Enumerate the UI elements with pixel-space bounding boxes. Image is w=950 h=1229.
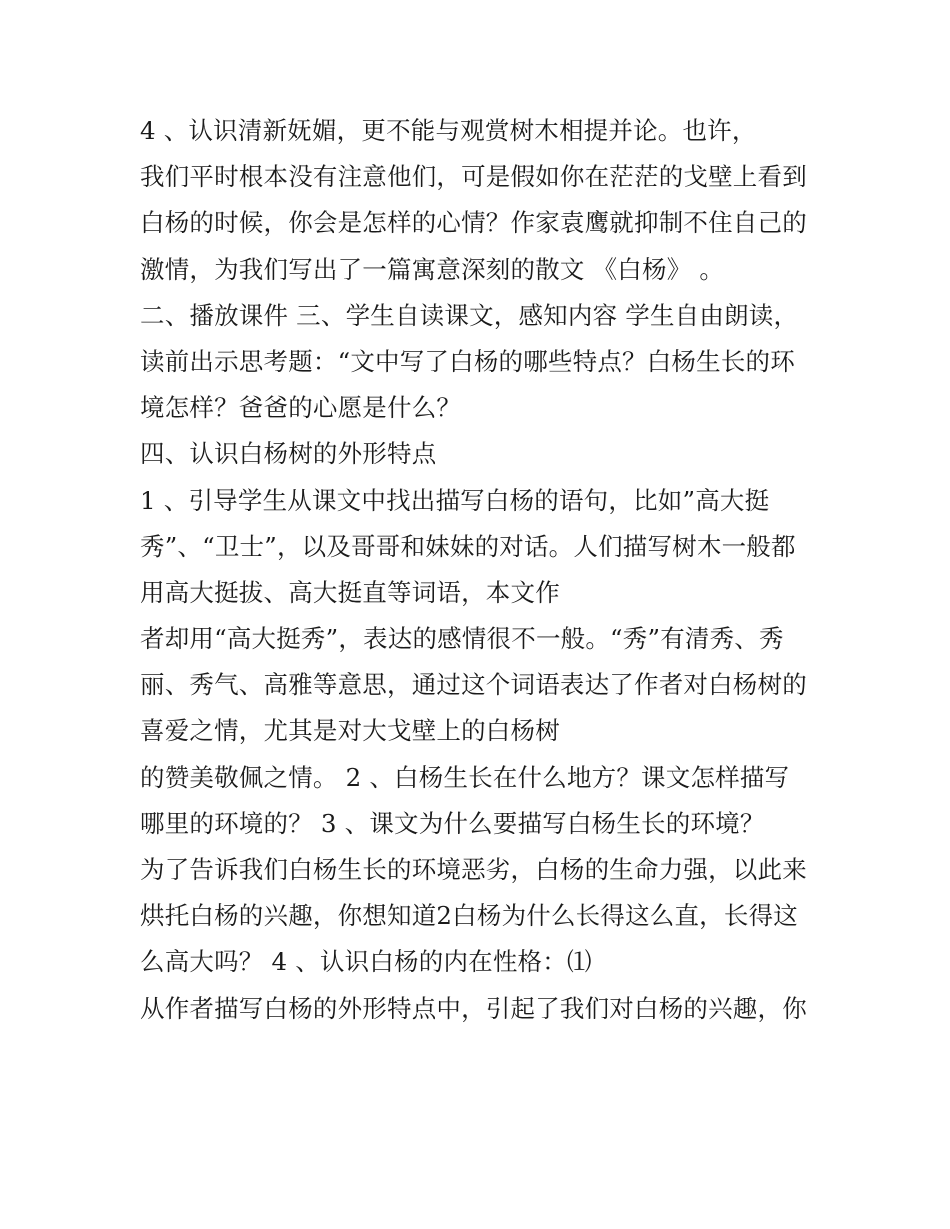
text-line: 的赞美敬佩之情。 2 、白杨生长在什么地方？课文怎样描写 xyxy=(140,762,790,792)
text-line: 哪里的环境的？ 3 、课文为什么要描写白杨生长的环境？ xyxy=(140,808,765,838)
text-line: 用高大挺拔、高大挺直等词语，本文作 xyxy=(140,577,560,607)
text-line: 1 、引导学生从课文中找出描写白杨的语句，比如”高大挺 xyxy=(140,485,770,515)
text-line: 么高大吗？ 4 、认识白杨的内在性格：⑴ xyxy=(140,947,592,977)
text-line: 烘托白杨的兴趣，你想知道2白杨为什么长得这么直，长得这 xyxy=(140,901,798,931)
text-line: 丽、秀气、高雅等意思，通过这个词语表达了作者对白杨树的 xyxy=(140,670,807,700)
body-text xyxy=(140,108,820,1032)
text-line: 为了告诉我们白杨生长的环境恶劣，白杨的生命力强，以此来 xyxy=(140,855,807,884)
text-line: 读前出示思考题：“文中写了白杨的哪些特点？白杨生长的环 xyxy=(140,346,795,376)
text-line: 我们平时根本没有注意他们，可是假如你在茫茫的戈壁上看到 xyxy=(140,162,807,192)
text-line: 白杨的时候，你会是怎样的心情？作家袁鹰就抑制不住自己的 xyxy=(140,208,807,238)
text-line: 喜爱之情，尤其是对大戈壁上的白杨树 xyxy=(140,716,560,746)
text-line: 从作者描写白杨的外形特点中，引起了我们对白杨的兴趣，你 xyxy=(140,993,807,1023)
text-line: 激情，为我们写出了一篇寓意深刻的散文 《白杨》 。 xyxy=(140,254,725,284)
text-line: 者却用“高大挺秀”，表达的感情很不一般。“秀”有清秀、秀 xyxy=(140,624,784,654)
text-line: 秀”、“卫士”，以及哥哥和妹妹的对话。人们描写树木一般都 xyxy=(140,531,796,561)
text-line: 四、认识白杨树的外形特点 xyxy=(140,439,437,469)
text-line: 二、播放课件 三、学生自读课文，感知内容 学生自由朗读， xyxy=(140,300,799,330)
text-line: 4 、认识清新妩媚，更不能与观赏树木相提并论。也许， xyxy=(140,116,757,145)
text-line: 境怎样？爸爸的心愿是什么？ xyxy=(140,393,462,423)
